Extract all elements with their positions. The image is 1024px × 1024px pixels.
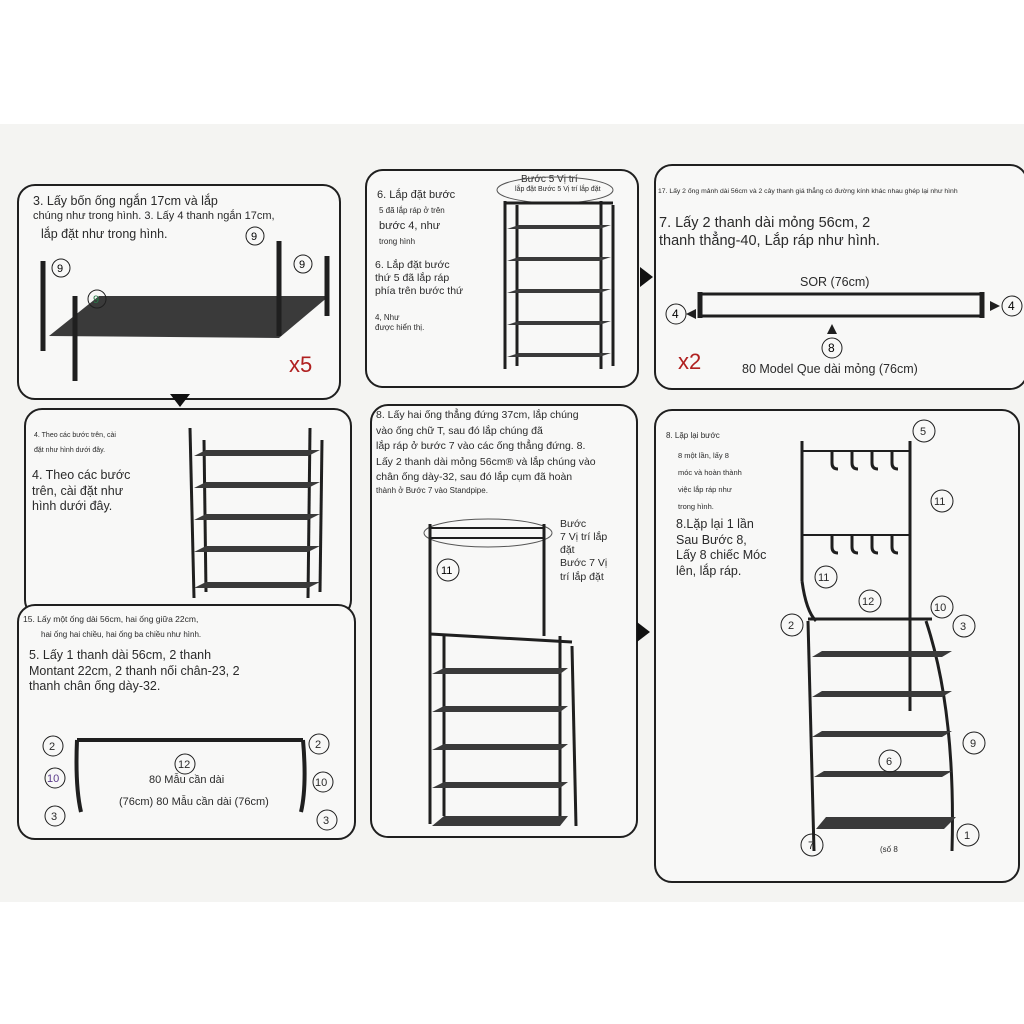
callout-3-b: 3	[323, 815, 330, 827]
callout-10-a: 10	[47, 773, 60, 785]
step-8b-t1: 8. Lặp lại bước	[666, 431, 720, 440]
step-6-t3: bước 4, như	[379, 220, 441, 232]
callout-11-b: 11	[818, 572, 830, 584]
arrow-down-icon	[170, 394, 190, 407]
callout-3-a: 3	[51, 811, 58, 823]
step-7-bar-label: SOR (76cm)	[800, 275, 870, 289]
callout-8: 8	[828, 341, 835, 355]
callout-3: 3	[960, 621, 967, 633]
callout-4-right: 4	[1008, 299, 1015, 313]
step-15-panel	[17, 604, 356, 840]
callout-9: 9	[970, 738, 977, 750]
callout-9-c: 9	[251, 231, 258, 243]
step-6-t6: 4, Như được hiển thị.	[375, 313, 425, 332]
step-8-panel	[370, 404, 638, 838]
callout-12: 12	[178, 759, 191, 771]
step-8b-t2: 8 một lần, lấy 8 móc và hoàn thành việc lắp ráp như trong hình.	[678, 451, 742, 511]
step-8-repeat-panel	[654, 409, 1020, 883]
step-6-rack-diagram	[367, 171, 637, 386]
callout-11: 11	[441, 565, 453, 577]
step-7-panel	[654, 164, 1024, 390]
step-15-small1: 15. Lấy một ống dài 56cm, hai ống giữa 22cm,	[23, 614, 199, 624]
step-6-t2: 5 đã lắp ráp ở trên	[379, 206, 445, 215]
step-6-t5: 6. Lắp đặt bước thứ 5 đã lắp ráp phía trên bước thứ	[375, 259, 464, 298]
callout-4-left: 4	[672, 307, 679, 321]
step-6-t4: trong hình	[379, 237, 416, 246]
step-4-panel	[24, 408, 352, 618]
callout-2-a: 2	[49, 741, 56, 753]
step-6-panel	[365, 169, 639, 388]
callout-10-b: 10	[315, 777, 328, 789]
callout-11-a: 11	[934, 496, 946, 508]
step-8-side-label: Bước 7 Vị trí lắp đặt Bước 7 Vị trí lắp đặt	[560, 518, 608, 583]
instruction-sheet	[0, 124, 1024, 902]
step-6-label-sub: lắp đặt Bước 5 Vị trí lắp đặt	[515, 186, 601, 193]
step-4-small: 4. Theo các bước trên, cài đặt như hình dưới đây.	[34, 432, 116, 454]
step-3-line3: lắp đặt như trong hình.	[41, 227, 168, 241]
arrow-right-icon	[640, 267, 653, 287]
callout-2-b: 2	[315, 739, 322, 751]
callout-1: 1	[964, 830, 971, 842]
step-3-multiplier: x5	[289, 352, 313, 377]
callout-7: 7	[808, 840, 815, 852]
step-7-caption: 80 Model Que dài mỏng (76cm)	[742, 362, 918, 376]
step-6-t1: 6. Lắp đặt bước	[377, 189, 456, 201]
step-3-line1: 3. Lấy bốn ống ngắn 17cm và lắp	[33, 194, 218, 208]
step-8b-rack-diagram	[656, 411, 1018, 881]
callout-6: 6	[886, 756, 893, 768]
step-8-text-small: thành ở Bước 7 vào Standpipe.	[376, 486, 488, 495]
step-3-line2: chúng như trong hình. 3. Lấy 4 thanh ngắn 17cm,	[33, 210, 275, 222]
callout-5: 5	[920, 426, 927, 438]
step-15-small2: hai ống hai chiều, hai ống ba chiều như hình.	[41, 630, 202, 639]
callout-10: 10	[934, 602, 947, 614]
callout-9-a: 9	[57, 263, 64, 275]
callout-9-d: 9	[299, 259, 306, 271]
step-4-rack-diagram	[26, 410, 350, 616]
arrow-right-icon	[637, 622, 650, 642]
step-6-label-title: Bước 5 Vị trí	[521, 174, 578, 185]
callout-2: 2	[788, 620, 795, 632]
step-8b-footnote: (số 8	[880, 845, 898, 854]
step-7-main: 7. Lấy 2 thanh dài mỏng 56cm, 2 thanh thẳng-40, Lắp ráp như hình.	[659, 215, 880, 250]
step-8b-main: 8.Lặp lại 1 lần Sau Bước 8, Lấy 8 chiếc Móc lên, lắp ráp.	[676, 517, 767, 578]
step-7-multiplier: x2	[678, 349, 702, 374]
step-7-small: 17. Lấy 2 ống mảnh dài 56cm và 2 cây thanh giá thẳng có đường kính khác nhau ghép lại như hình	[658, 188, 958, 195]
step-8-text: 8. Lấy hai ống thẳng đứng 37cm, lắp chúng vào ống chữ T, sau đó lắp chúng đã lắp ráp ở bước 7 vào các ống thẳng đứng. 8. Lấy 2 thanh dài mỏng 56cm® và lắp chúng vào chân ống dày-32, sau đó lắp cụm đã hoàn	[376, 409, 596, 483]
callout-12: 12	[862, 596, 875, 608]
step-4-main: 4. Theo các bước trên, cài đặt như hình dưới đây.	[32, 468, 131, 514]
callout-9-b: 9	[93, 294, 100, 306]
step-8-rack-diagram	[372, 406, 636, 836]
step-3-panel	[17, 184, 341, 400]
step-15-main: 5. Lấy 1 thanh dài 56cm, 2 thanh Montant 22cm, 2 thanh nối chân-23, 2 thanh chân ống dày-32.	[29, 648, 240, 694]
step-15-caption2: (76cm) 80 Mẫu cần dài (76cm)	[119, 796, 269, 808]
step-15-caption1: 80 Mẫu cần dài	[149, 774, 225, 786]
